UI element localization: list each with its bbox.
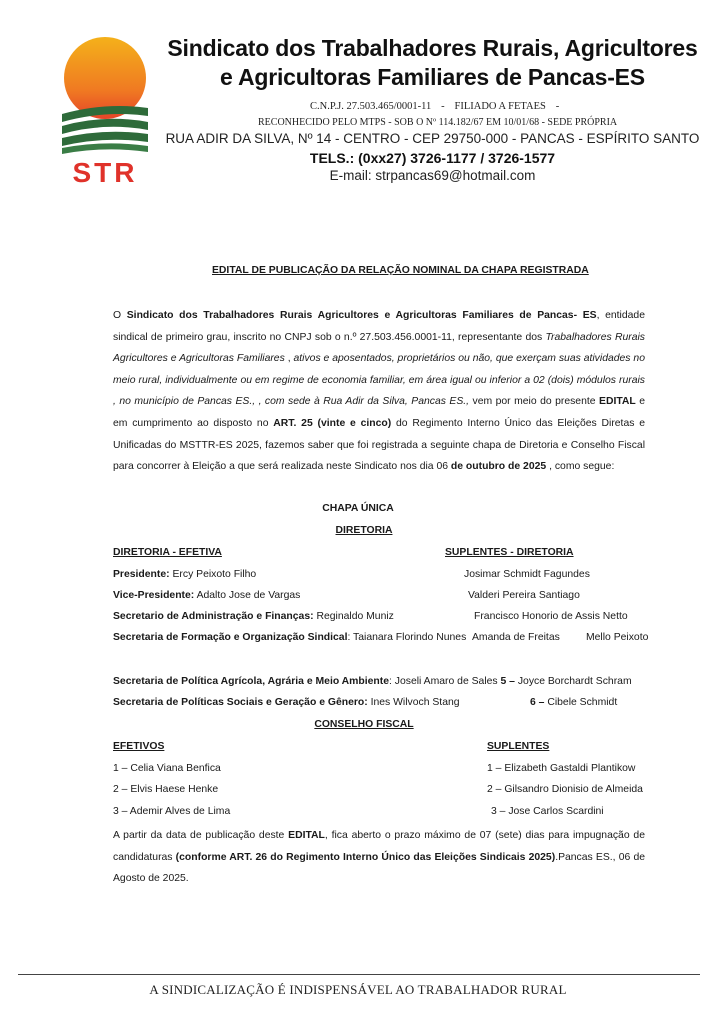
org-name: Sindicato dos Trabalhadores Rurais Agricultores e Agricultoras Familiares de Pancas- ES	[126, 310, 597, 321]
vice-president-substitute: Valderi Pereira Santiago	[468, 590, 580, 601]
phones: TELS.: (0xx27) 3726-1177 / 3726-1577	[309, 150, 556, 166]
president-substitute: Josimar Schmidt Fagundes	[464, 569, 590, 580]
cnpj-line: C.N.P.J. 27.503.465/0001-11 - FILIADO A FETAES -	[310, 101, 560, 112]
fiscal-substitute-2: 2 – Gilsandro Dionisio de Almeida	[487, 784, 643, 795]
affiliation: FILIADO A FETAES	[454, 101, 546, 112]
union-logo	[60, 36, 150, 186]
fiscal-substitute-3: 3 – Jose Carlos Scardini	[491, 806, 604, 817]
union-name-line2: e Agricultoras Familiares de Pancas-ES	[220, 64, 645, 90]
fiscal-member-1: 1 – Celia Viana Benfica	[113, 763, 221, 774]
admin-secretary-substitute: Francisco Honorio de Assis Netto	[474, 611, 628, 622]
email: E-mail: strpancas69@hotmail.com	[329, 168, 536, 183]
suplentes-heading: SUPLENTES	[487, 741, 550, 752]
agricultural-secretary-row: Secretaria de Política Agrícola, Agrária e Meio Ambiente: Joseli Amaro de Sales 5 – Joyce Borchardt Schram	[113, 676, 632, 687]
diretoria-heading: DIRETORIA	[335, 525, 393, 536]
suplentes-diretoria-heading: SUPLENTES - DIRETORIA	[445, 547, 574, 558]
cnpj: C.N.P.J. 27.503.465/0001-11	[310, 101, 432, 112]
conselho-fiscal-heading: CONSELHO FISCAL	[314, 719, 414, 730]
footer-slogan: A SINDICALIZAÇÃO É INDISPENSÁVEL AO TRABALHADOR RURAL	[149, 982, 567, 997]
formation-secretary-row: Secretaria de Formação e Organização Sindical: Taianara Florindo Nunes	[113, 632, 467, 643]
efetivos-heading: EFETIVOS	[113, 741, 165, 752]
intro-paragraph: O Sindicato dos Trabalhadores Rurais Agricultores e Agricultoras Familiares de Pancas- ES, entidade sindical de primeiro grau, inscrito no CNPJ sob o n.º 27.503.456.0001-11, representante dos Trabalhadores Rurais Agricultores e Agricultoras Familiares , ativos e aposentados, proprietários ou não, que exerçam suas atividades no meio rural, individualmente ou em regime de economia familiar, em área igual ou inferior a 02 (dois) módulos rurais , no município de Pancas ES., , com sede à Rua Adir da Silva, Pancas ES., vem por meio do presente EDITAL e em cumprimento ao disposto no ART. 25 (vinte e cinco) do Regimento Interno Único das Eleições Diretas e Unificadas do MSTTR-ES 2025, fazemos saber que foi registrada a seguinte chapa de Diretoria e Conselho Fiscal para concorrer à Eleição a que será realizada neste Sindicato nos dia 06 de outubro de 2025 , como segue:	[113, 310, 646, 473]
recognition: RECONHECIDO PELO MTPS - SOB O Nº 114.182/67 EM 10/01/68 - SEDE PRÓPRIA	[258, 117, 618, 128]
address: RUA ADIR DA SILVA, Nº 14 - CENTRO - CEP 29750-000 - PANCAS - ESPÍRITO SANTO	[165, 131, 700, 146]
admin-secretary-row: Secretario de Administração e Finanças: Reginaldo Muniz	[113, 611, 394, 622]
diretoria-efetiva-heading: DIRETORIA - EFETIVA	[113, 547, 222, 558]
vice-president-row: Vice-Presidente: Adalto Jose de Vargas	[113, 590, 301, 601]
document-title: EDITAL DE PUBLICAÇÃO DA RELAÇÃO NOMINAL DA CHAPA REGISTRADA	[212, 265, 589, 276]
formation-secretary-substitute: Amanda de Freitas	[472, 632, 560, 643]
formation-secretary-substitute-2: Mello Peixoto	[586, 632, 649, 643]
social-secretary-substitute: 6 – Cibele Schmidt	[530, 697, 618, 708]
chapa-heading: CHAPA ÚNICA	[322, 503, 394, 514]
union-name	[160, 34, 705, 92]
footer-divider	[18, 974, 700, 975]
fields-graphic	[62, 106, 148, 154]
president-row: Presidente: Ercy Peixoto Filho	[113, 569, 257, 580]
fiscal-substitute-1: 1 – Elizabeth Gastaldi Plantikow	[487, 763, 636, 774]
closing-paragraph: A partir da data de publicação deste EDITAL, fica aberto o prazo máximo de 07 (sete) dias para impugnação de candidaturas (conforme ART. 26 do Regimento Interno Único das Eleições Sindicais 2025).Pancas ES., 06 de Agosto de 2025.	[113, 830, 645, 885]
fiscal-member-3: 3 – Ademir Alves de Lima	[113, 806, 231, 817]
logo-text: STR	[72, 157, 138, 186]
union-name-line1: Sindicato dos Trabalhadores Rurais, Agricultores	[167, 35, 698, 61]
fiscal-member-2: 2 – Elvis Haese Henke	[113, 784, 219, 795]
social-secretary-row: Secretaria de Políticas Sociais e Geração e Gênero: Ines Wilvoch Stang	[113, 697, 460, 708]
